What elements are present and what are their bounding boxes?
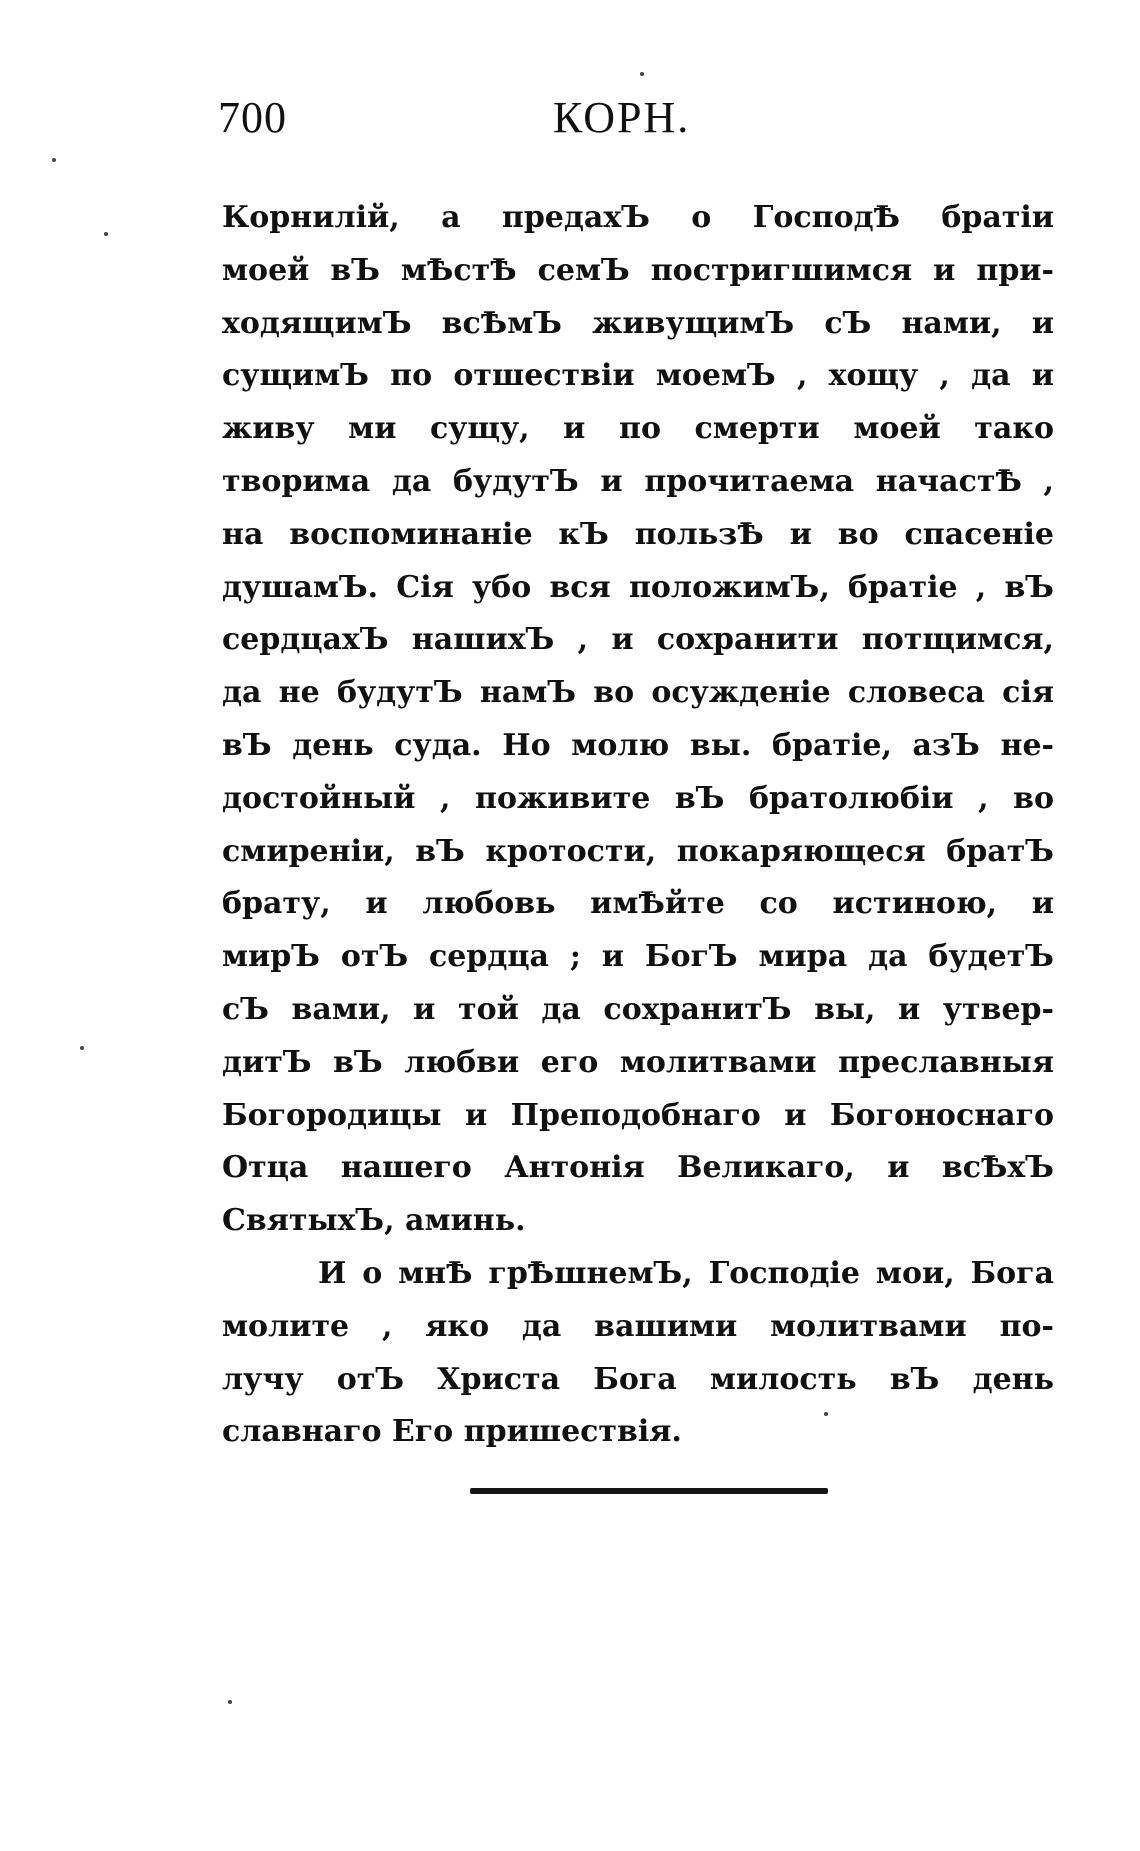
text-line: достойный , поживите вЪ братолюбіи , во xyxy=(222,780,1054,816)
scan-speck xyxy=(52,158,56,162)
scan-speck xyxy=(640,72,644,76)
text-line: вЪ день суда. Но молю вы. братіе, азЪ не- xyxy=(222,727,1054,763)
paragraph2-line: славнаго Его пришествія. xyxy=(222,1414,682,1450)
paragraph2-line: молите , яко да вашими молитвами по- xyxy=(222,1308,1054,1344)
text-line: смиреніи, вЪ кротости, покаряющеся братЪ xyxy=(222,833,1054,869)
paragraph2-line: лучу отЪ Христа Бога милость вЪ день xyxy=(222,1361,1054,1397)
text-line: ходящимЪ всѢмЪ живущимЪ сЪ нами, и xyxy=(222,305,1054,341)
main-text xyxy=(222,192,1054,1459)
end-rule-divider xyxy=(470,1488,828,1494)
text-line: живу ми сущу, и по смерти моей тако xyxy=(222,411,1054,447)
text-line: душамЪ. Сія убо вся положимЪ, братіе , вЪ xyxy=(222,569,1054,605)
text-line: творима да будутЪ и прочитаема начастѢ , xyxy=(222,463,1054,499)
running-head: КОРН. xyxy=(553,93,691,142)
scan-speck xyxy=(80,1046,84,1050)
text-line: Отца нашего Антонія Великаго, и всѢхЪ xyxy=(222,1150,1054,1186)
text-line: дитЪ вЪ любви его молитвами преславныя xyxy=(222,1044,1054,1080)
text-line: сЪ вами, и той да сохранитЪ вы, и утвер- xyxy=(222,991,1054,1027)
page-number: 700 xyxy=(218,93,287,142)
text-line: моей вЪ мѢстѢ семЪ постригшимся и при- xyxy=(222,252,1054,288)
text-line: Богородицы и Преподобнаго и Богоноснаго xyxy=(222,1097,1054,1133)
paragraph2-line: И о мнѢ грѢшнемЪ, Господіе мои, Бога xyxy=(318,1255,1054,1291)
text-line: брату, и любовь имѢйте со истиною, и xyxy=(222,886,1054,922)
text-line: сущимЪ по отшествіи моемЪ , хощу , да и xyxy=(222,358,1054,394)
text-line: да не будутЪ намЪ во осужденіе словеса сія xyxy=(222,675,1054,711)
text-line: СвятыхЪ, аминь. xyxy=(222,1203,526,1239)
text-line: сердцахЪ нашихЪ , и сохранити потщимся, xyxy=(222,622,1054,658)
scan-speck xyxy=(104,232,108,236)
text-line: на воспоминаніе кЪ пользѢ и во спасеніе xyxy=(222,516,1054,552)
scan-speck xyxy=(824,1412,828,1416)
text-line: Корнилій, а предахЪ о ГосподѢ братіи xyxy=(222,200,1054,235)
text-line: мирЪ отЪ сердца ; и БогЪ мира да будетЪ xyxy=(222,939,1054,975)
scan-speck xyxy=(228,1700,232,1704)
